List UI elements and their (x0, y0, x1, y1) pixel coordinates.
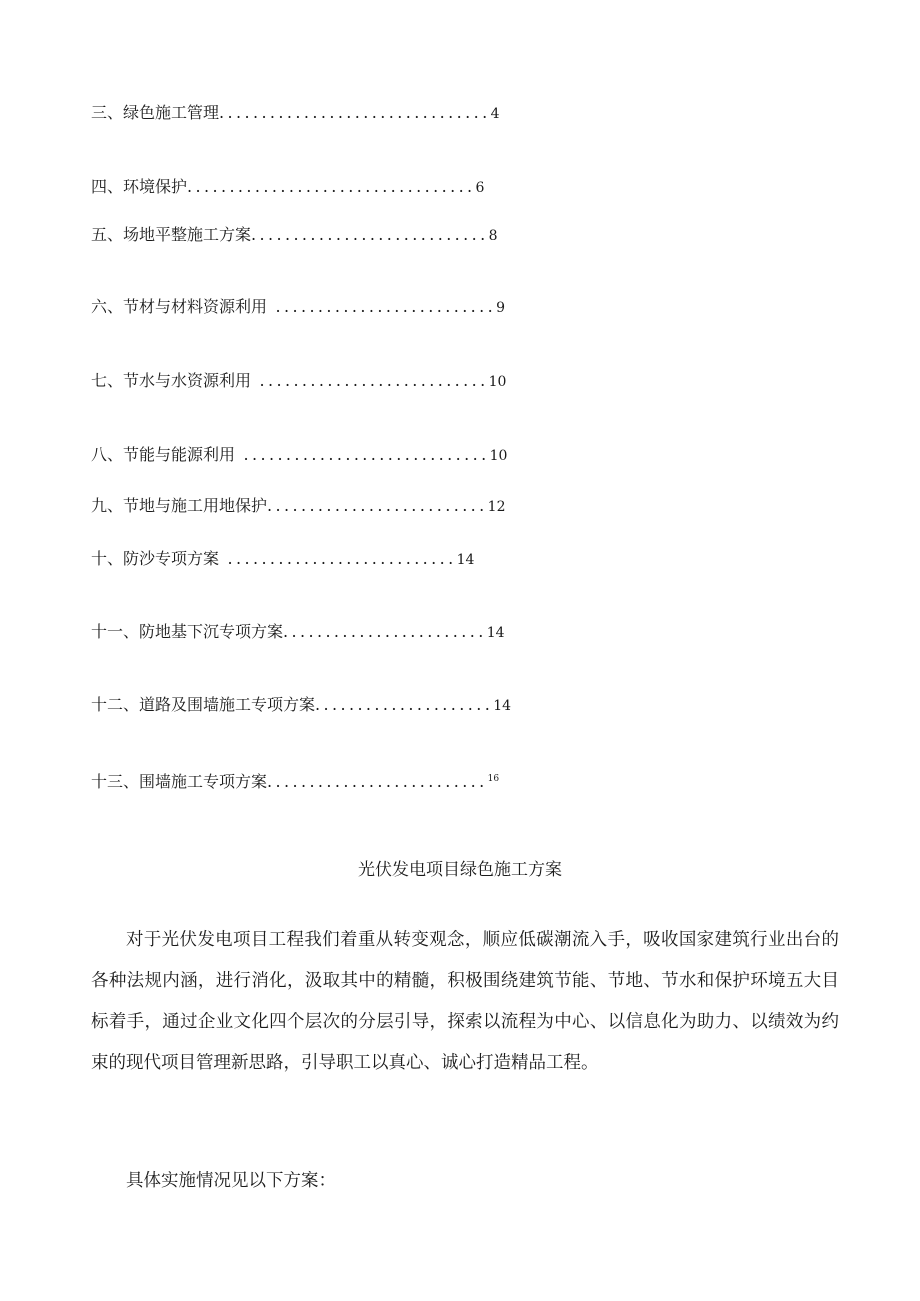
toc-label: 六、节材与材料资源利用 (91, 297, 268, 316)
toc-leader: ........................... (251, 371, 489, 390)
toc-page: 12 (487, 499, 506, 515)
toc-page: 4 (490, 106, 500, 122)
body-paragraph: 对于光伏发电项目工程我们着重从转变观念，顺应低碳潮流入手，吸收国家建筑行业出台的各种法规内涵，进行消化，汲取其中的精髓，积极围绕建筑节能、节地、节水和保护环境五大目标着手，通过企业文化四个层次的分层引导，探索以流程为中心、以信息化为助力、以绩效为约束的现代项目管理新思路，引导职工以真心、诚心打造精品工程。 (91, 930, 839, 1073)
toc-label: 十一、防地基下沉专项方案 (91, 622, 284, 641)
toc-leader: ............................. (235, 445, 490, 464)
toc-page: 16 (487, 774, 500, 784)
toc-leader: .......................... (267, 297, 497, 316)
toc-leader: .......................... (267, 496, 488, 515)
toc-label: 九、节地与施工用地保护 (91, 496, 268, 515)
toc-entry[interactable] (91, 297, 505, 318)
toc-page: 10 (488, 374, 507, 390)
toc-leader: .......................... (267, 772, 488, 791)
toc-label: 三、绿色施工管理 (91, 103, 220, 122)
toc-leader: ..................... (315, 695, 494, 714)
toc-label: 五、场地平整施工方案 (91, 225, 252, 244)
toc-entry[interactable] (91, 371, 506, 392)
toc-entry[interactable] (91, 622, 505, 643)
toc-leader: ........................ (283, 622, 487, 641)
toc-leader: .................................. (187, 177, 476, 196)
toc-page: 10 (489, 448, 508, 464)
toc-page: 6 (475, 180, 485, 196)
toc-page: 9 (496, 300, 506, 316)
toc-leader: ............................ (251, 225, 489, 244)
toc-label: 七、节水与水资源利用 (91, 371, 252, 390)
body-paragraph: 具体实施情况见以下方案： (126, 1171, 336, 1191)
toc-label: 十二、道路及围墙施工专项方案 (91, 695, 316, 714)
toc-entry[interactable] (91, 769, 499, 792)
toc-label: 十、防沙专项方案 (91, 549, 220, 568)
toc-entry[interactable] (91, 177, 484, 198)
toc-leader: ................................ (219, 103, 491, 122)
toc-page: 14 (493, 698, 512, 714)
toc-label: 十三、围墙施工专项方案 (91, 772, 268, 791)
toc-entry[interactable] (91, 549, 474, 570)
toc-label: 八、节能与能源利用 (91, 445, 236, 464)
toc-page: 14 (456, 552, 475, 568)
toc-leader: ........................... (219, 549, 457, 568)
toc-entry[interactable] (91, 445, 507, 466)
toc-label: 四、环境保护 (91, 177, 188, 196)
toc-entry[interactable] (91, 496, 505, 517)
toc-entry[interactable] (91, 103, 500, 124)
toc-entry[interactable] (91, 225, 498, 246)
toc-page: 14 (486, 625, 505, 641)
toc-page: 8 (488, 228, 498, 244)
toc-entry[interactable] (91, 695, 511, 716)
document-title: 光伏发电项目绿色施工方案 (358, 860, 562, 880)
